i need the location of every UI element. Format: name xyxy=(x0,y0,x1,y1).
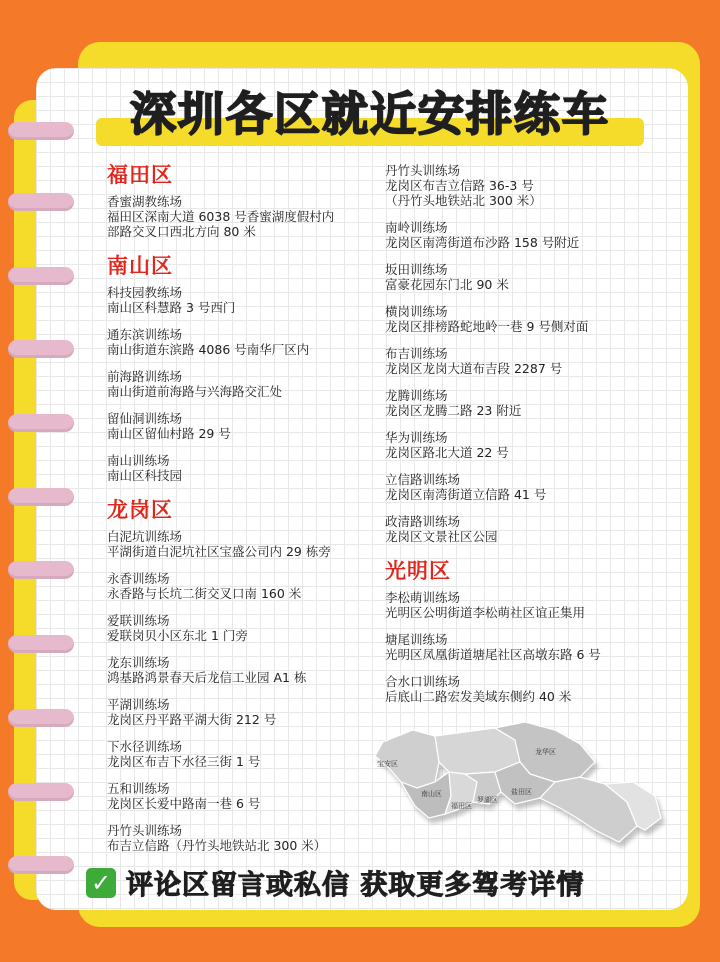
site-name: 平湖训练场 xyxy=(107,697,170,712)
map-label-nanshan: 南山区 xyxy=(421,790,442,798)
map-region-baoan xyxy=(375,730,439,788)
training-site-entry xyxy=(107,194,375,239)
site-name: 南山训练场 xyxy=(107,453,170,468)
site-name: 李松萌训练场 xyxy=(385,590,461,605)
binder-ring xyxy=(8,414,74,432)
site-address: 部路交叉口西北方向 80 米 xyxy=(107,224,256,239)
site-name: 五和训练场 xyxy=(107,781,170,796)
site-name: 合水口训练场 xyxy=(385,674,461,689)
site-address: 鸿基路鸿景春天后龙信工业园 A1 栋 xyxy=(107,670,307,685)
map-label-longhua: 龙华区 xyxy=(535,748,556,756)
site-address: 光明区公明街道李松萌社区谊正集用 xyxy=(385,605,586,620)
site-name: 香蜜湖教练场 xyxy=(107,194,183,209)
site-address: 永香路与长坑二街交叉口南 160 米 xyxy=(107,586,302,601)
site-name: 丹竹头训练场 xyxy=(107,823,183,838)
map-label-yantian: 盐田区 xyxy=(511,788,532,796)
binder-ring xyxy=(8,709,74,727)
training-site-entry xyxy=(107,369,375,399)
site-address: 龙岗区文景社区公园 xyxy=(385,529,498,544)
site-name: 留仙洞训练场 xyxy=(107,411,183,426)
site-address: 南山街道东滨路 4086 号南华厂区内 xyxy=(107,342,310,357)
training-site-entry xyxy=(385,346,655,376)
training-site-entry xyxy=(385,304,655,334)
district-heading: 南山区 xyxy=(107,254,173,278)
site-address: 龙岗区长爱中路南一巷 6 号 xyxy=(107,796,261,811)
binder-ring xyxy=(8,635,74,653)
site-address: 布吉立信路（丹竹头地铁站北 300 米） xyxy=(107,838,327,853)
site-name: 塘尾训练场 xyxy=(385,632,448,647)
site-name: 通东滨训练场 xyxy=(107,327,183,342)
training-site-entry xyxy=(107,697,375,727)
training-site-entry xyxy=(107,739,375,769)
site-name: 永香训练场 xyxy=(107,571,170,586)
site-name: 丹竹头训练场 xyxy=(385,163,461,178)
site-name: 龙东训练场 xyxy=(107,655,170,670)
site-name: 龙腾训练场 xyxy=(385,388,448,403)
training-site-entry xyxy=(107,285,375,315)
training-site-entry xyxy=(385,590,655,620)
check-icon: ✓ xyxy=(86,868,116,898)
district-heading: 龙岗区 xyxy=(107,498,173,522)
site-address: 光明区凤凰街道塘尾社区高墩东路 6 号 xyxy=(385,647,601,662)
training-site-entry xyxy=(107,823,375,853)
training-site-entry xyxy=(385,632,655,662)
site-address: 福田区深南大道 6038 号香蜜湖度假村内 xyxy=(107,209,335,224)
training-site-entry xyxy=(385,388,655,418)
site-name: 坂田训练场 xyxy=(385,262,448,277)
site-address: 南山区科慧路 3 号西门 xyxy=(107,300,236,315)
site-name: 爱联训练场 xyxy=(107,613,170,628)
site-address: 龙岗区布吉下水径三街 1 号 xyxy=(107,754,261,769)
site-name: 政清路训练场 xyxy=(385,514,461,529)
site-name: 白泥坑训练场 xyxy=(107,529,183,544)
site-name: 前海路训练场 xyxy=(107,369,183,384)
training-site-entry xyxy=(107,529,375,559)
training-site-entry xyxy=(107,453,375,483)
footer-cta xyxy=(86,863,686,902)
site-address: 龙岗区龙岗大道布吉段 2287 号 xyxy=(385,361,563,376)
binder-ring xyxy=(8,856,74,874)
left-column xyxy=(107,160,397,865)
training-site-entry xyxy=(385,163,655,208)
binder-ring xyxy=(8,488,74,506)
training-site-entry xyxy=(385,220,655,250)
training-site-entry xyxy=(107,655,375,685)
training-site-entry xyxy=(385,262,655,292)
binder-ring xyxy=(8,340,74,358)
right-column xyxy=(385,163,675,716)
shenzhen-map xyxy=(365,722,675,854)
binder-ring xyxy=(8,561,74,579)
site-address: 龙岗区布吉立信路 36-3 号 xyxy=(385,178,534,193)
site-address: 龙岗区路北大道 22 号 xyxy=(385,445,509,460)
training-site-entry xyxy=(107,327,375,357)
binder-ring xyxy=(8,267,74,285)
site-address: 龙岗区排榜路蛇地岭一巷 9 号侧对面 xyxy=(385,319,589,334)
site-address: 龙岗区南湾街道立信路 41 号 xyxy=(385,487,547,502)
training-site-entry xyxy=(107,613,375,643)
site-name: 南岭训练场 xyxy=(385,220,448,235)
site-address: 平湖街道白泥坑社区宝盛公司内 29 栋旁 xyxy=(107,544,331,559)
site-address: 龙岗区南湾街道布沙路 158 号附近 xyxy=(385,235,580,250)
site-address: 南山区科技园 xyxy=(107,468,183,483)
page-title: 深圳各区就近安排练车 xyxy=(130,87,610,141)
site-name: 科技园教练场 xyxy=(107,285,183,300)
training-site-entry xyxy=(107,411,375,441)
district-heading: 光明区 xyxy=(385,559,451,583)
training-site-entry xyxy=(385,472,655,502)
site-name: 下水径训练场 xyxy=(107,739,183,754)
site-address: 爱联岗贝小区东北 1 门旁 xyxy=(107,628,248,643)
map-label-baoan: 宝安区 xyxy=(377,760,398,768)
site-address: 龙岗区丹平路平湖大街 212 号 xyxy=(107,712,277,727)
binder-ring xyxy=(8,122,74,140)
map-label-luohu: 罗湖区 xyxy=(477,796,498,804)
training-site-entry xyxy=(107,571,375,601)
site-address: 后底山二路宏发美域东侧约 40 米 xyxy=(385,689,572,704)
training-site-entry xyxy=(385,674,655,704)
map-label-futian: 福田区 xyxy=(451,802,472,810)
binder-ring xyxy=(8,783,74,801)
site-address: 富豪花园东门北 90 米 xyxy=(385,277,509,292)
footer-text: 评论区留言或私信 获取更多驾考详情 xyxy=(126,870,585,901)
site-address: （丹竹头地铁站北 300 米） xyxy=(385,193,542,208)
site-address: 南山街道前海路与兴海路交汇处 xyxy=(107,384,283,399)
site-name: 华为训练场 xyxy=(385,430,448,445)
training-site-entry xyxy=(107,781,375,811)
site-address: 南山区留仙村路 29 号 xyxy=(107,426,231,441)
site-name: 布吉训练场 xyxy=(385,346,448,361)
site-address: 龙岗区龙腾二路 23 附近 xyxy=(385,403,522,418)
binder-ring xyxy=(8,193,74,211)
training-site-entry xyxy=(385,430,655,460)
site-name: 横岗训练场 xyxy=(385,304,448,319)
district-heading: 福田区 xyxy=(107,163,173,187)
site-name: 立信路训练场 xyxy=(385,472,461,487)
training-site-entry xyxy=(385,514,655,544)
